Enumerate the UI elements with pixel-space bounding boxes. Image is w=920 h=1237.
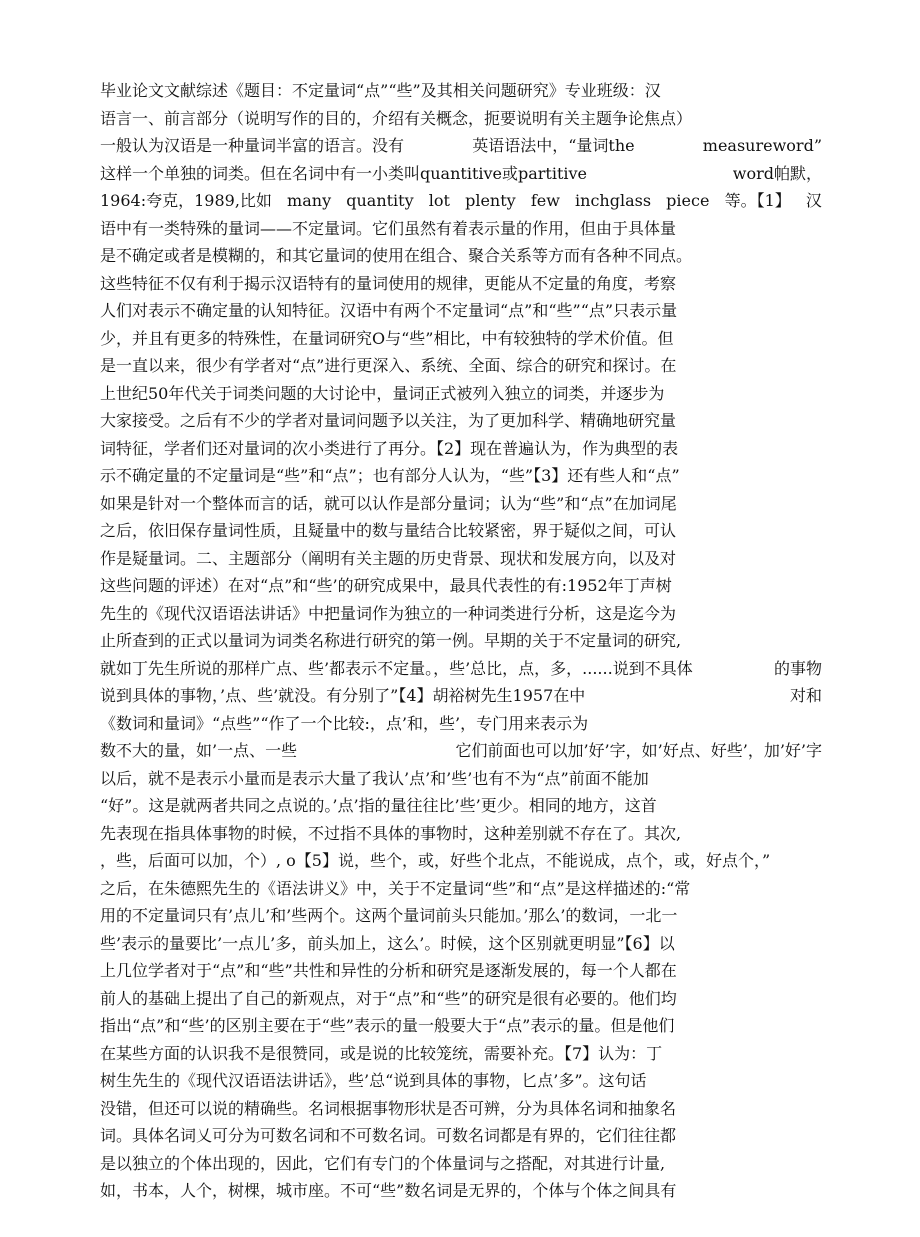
text-segment: 《数词和量词》“点些”“作了一个比较:，点’和，些’，专门用来表示为 (100, 713, 589, 733)
text-segment: 是一直以来，很少有学者对“点”进行更深入、系统、全面、综合的研究和探讨。在 (100, 356, 677, 375)
text-segment: 用的不定量词只有’点儿’和’些两个。这两个量词前头只能加。’那么’的数词，一北一 (100, 906, 678, 925)
text-segment: 1964:夸克，1989,比如 (100, 191, 272, 210)
text-segment: 少，并且有更多的特殊性，在量词研究O与“些”相比，中有较独特的学术价值。但 (100, 328, 674, 348)
text-line (100, 711, 588, 737)
text-segment: 对和 (789, 686, 822, 705)
text-segment: 些’表示的量要比’一点儿’多，前头加上，这么’。时候，这个区别就更明显”【6】以 (100, 933, 675, 953)
text-line (100, 738, 822, 764)
text-line (100, 408, 676, 434)
text-line (100, 656, 822, 682)
text-line (100, 628, 681, 654)
text-line (100, 986, 677, 1012)
text-segment: 之后，在朱德熙先生的《语法讲义》中，关于不定量词“些”和“点”是这样描述的:“常 (100, 878, 691, 898)
text-segment: 上世纪50年代关于词类问题的大讨论中，量词正式被列入独立的词类，并逐步为 (100, 383, 665, 403)
text-segment: 大家接受。之后有不少的学者对量词问题予以关注，为了更加科学、精确地研究量 (100, 411, 677, 430)
text-segment: 先表现在指具体事物的时候，不过指不具体的事物时，这种差别就不存在了。其次, (100, 823, 682, 843)
text-line (100, 326, 673, 352)
text-segment: 的事物 (773, 658, 822, 678)
text-line (100, 573, 672, 599)
text-segment: 等。【1】 (724, 191, 791, 210)
text-line (100, 1151, 665, 1177)
text-segment: 这些问题的评述）在对“点”和“些’的研究成果中，最具代表性的有:1952年丁声树 (100, 576, 672, 595)
text-segment: 树生先生的《现代汉语语法讲话》，些’总“说到具体的事物，匕点’多”。这句话 (100, 1071, 647, 1090)
text-segment: word帕默， (732, 163, 822, 183)
text-segment: “好”。这是就两者共同之点说的。’点’指的量往往比’些’更少。相同的地方，这首 (100, 796, 657, 815)
text-segment: 指出“点”和“些’的区别主要在于“些”表示的量一般要大于“点”表示的量。但是他们 (100, 1016, 675, 1035)
text-line (100, 848, 770, 874)
text-segment: 语言一、前言部分（说明写作的目的，介绍有关概念，扼要说明有关主题争论焦点） (100, 108, 693, 128)
text-line (100, 1178, 676, 1204)
text-line (100, 243, 692, 269)
text-line (100, 1096, 676, 1122)
text-line (100, 188, 822, 214)
text-segment: 之后，依旧保存量词性质，且疑量中的数与量结合比较紧密，界于疑似之间，可认 (100, 521, 677, 540)
text-line (100, 381, 664, 407)
text-segment: 一般认为汉语是一种量词半富的语言。没有 (100, 136, 405, 155)
text-segment: 说到具体的事物，’点、些’就没。有分别了”【4】胡裕树先生1957在中 (100, 686, 586, 705)
text-segment: 前人的基础上提出了自己的新观点，对于“点”和“些”的研究是很有必要的。他们均 (100, 988, 677, 1008)
text-segment: 这些特征不仅有利于揭示汉语特有的量词使用的规律，更能从不定量的角度，考察 (100, 273, 677, 293)
text-line (100, 1041, 662, 1067)
text-line (100, 463, 680, 489)
text-line (100, 766, 649, 792)
text-segment: 上几位学者对于“点”和“些”共性和异性的分析和研究是逐渐发展的，每一个人都在 (100, 961, 677, 980)
text-line (100, 821, 681, 847)
text-segment: piece (666, 191, 710, 210)
text-segment: 词特征，学者们还对量词的次小类进行了再分。【2】现在普遍认为，作为典型的表 (100, 438, 679, 458)
text-segment: 词。具体名词乂可分为可数名词和不可数名词。可数名词都是有界的，它们往往都 (100, 1126, 677, 1145)
text-segment: 就如丁先生所说的那样广点、些’都表示不定量。，些’总比，点，多，......说到不具体 (100, 658, 693, 678)
text-line (100, 106, 692, 132)
text-line (100, 958, 677, 984)
text-segment: 没错，但还可以说的精确些。名词根据事物形状是否可辨，分为具体名词和抽象名 (100, 1098, 677, 1118)
text-segment: 是以独立的个体出现的，因此，它们有专门的个体量词与之搭配，对其进行计量, (100, 1153, 666, 1173)
text-segment: 在某些方面的认识我不是很赞同，或是说的比较笼统，需要补充。【7】认为：丁 (100, 1043, 663, 1063)
text-line (100, 793, 657, 819)
text-line (100, 298, 677, 324)
text-line (100, 1013, 674, 1039)
text-segment: plenty (465, 191, 516, 210)
text-line (100, 876, 690, 902)
text-segment: 人们对表示不确定量的认知特征。汉语中有两个不定量词“点”和“些”“点”只表示量 (100, 301, 678, 320)
text-segment: inchglass (575, 191, 652, 210)
text-segment: 英语语法中，“量词the (472, 136, 635, 155)
text-segment: 如果是针对一个整体而言的话，就可以认作是部分量词；认为“些”和“点”在加词尾 (100, 493, 677, 513)
text-line (100, 683, 822, 709)
text-segment: 它们前面也可以加’好’字，如’好点、好些’，加’好’字 (455, 741, 822, 760)
text-segment: ，些，后面可以加，个）, o【5】说，些个，或，好些个北点，不能说成，点个，或，好点个，” (100, 851, 771, 870)
text-segment: measureword” (702, 136, 822, 155)
text-segment: 先生的《现代汉语语法讲话》中把量词作为独立的一种词类进行分析，这是迄今为 (100, 603, 677, 623)
text-line (100, 436, 678, 462)
text-segment: 如，书本，人个，树棵，城市座。不可“些”数名词是无界的，个体与个体之间具有 (100, 1181, 677, 1200)
text-segment: few (530, 191, 560, 210)
text-segment: 止所查到的正式以量词为词类名称进行研究的第一例。早期的关于不定量词的研究, (100, 631, 682, 650)
text-line (100, 161, 822, 187)
text-segment: 是不确定或者是模糊的，和其它量词的使用在组合、聚合关系等方而有各种不同点。 (100, 246, 693, 265)
text-segment: quantity (346, 191, 414, 210)
text-line (100, 491, 677, 517)
text-segment: 示不确定量的不定量词是“些”和“点”；也有部分人认为，“些”【3】还有些人和“点” (100, 466, 680, 485)
text-line (100, 78, 661, 104)
text-line (100, 546, 676, 572)
text-segment: 作是疑量词。二、主题部分（阐明有关主题的历史背景、现状和发展方向，以及对 (100, 548, 677, 568)
text-line (100, 353, 676, 379)
text-segment: 语中有一类特殊的量词——不定量词。它们虽然有着表示量的作用，但由于具体量 (100, 218, 677, 238)
text-line (100, 133, 822, 159)
text-line (100, 903, 677, 929)
text-segment: lot (428, 191, 450, 210)
text-segment: 毕业论文文献综述《题目：不定量词“点”“些”及其相关问题研究》专业班级：汉 (100, 81, 661, 100)
text-line (100, 1123, 676, 1149)
text-line (100, 216, 676, 242)
text-line (100, 1068, 647, 1094)
text-line (100, 518, 676, 544)
text-segment: 这样一个单独的词类。但在名词中有一小类叫quantitive或partitive (100, 163, 588, 183)
text-segment: 数不大的量，如’一点、一些 (100, 741, 298, 760)
text-line (100, 271, 676, 297)
text-line (100, 601, 676, 627)
text-line (100, 931, 675, 957)
text-segment: 汉 (805, 191, 822, 210)
text-segment: many (287, 191, 332, 210)
text-segment: 以后，就不是表示小量而是表示大量了我认’点’和’些’也有不为“点”前面不能加 (100, 768, 649, 788)
